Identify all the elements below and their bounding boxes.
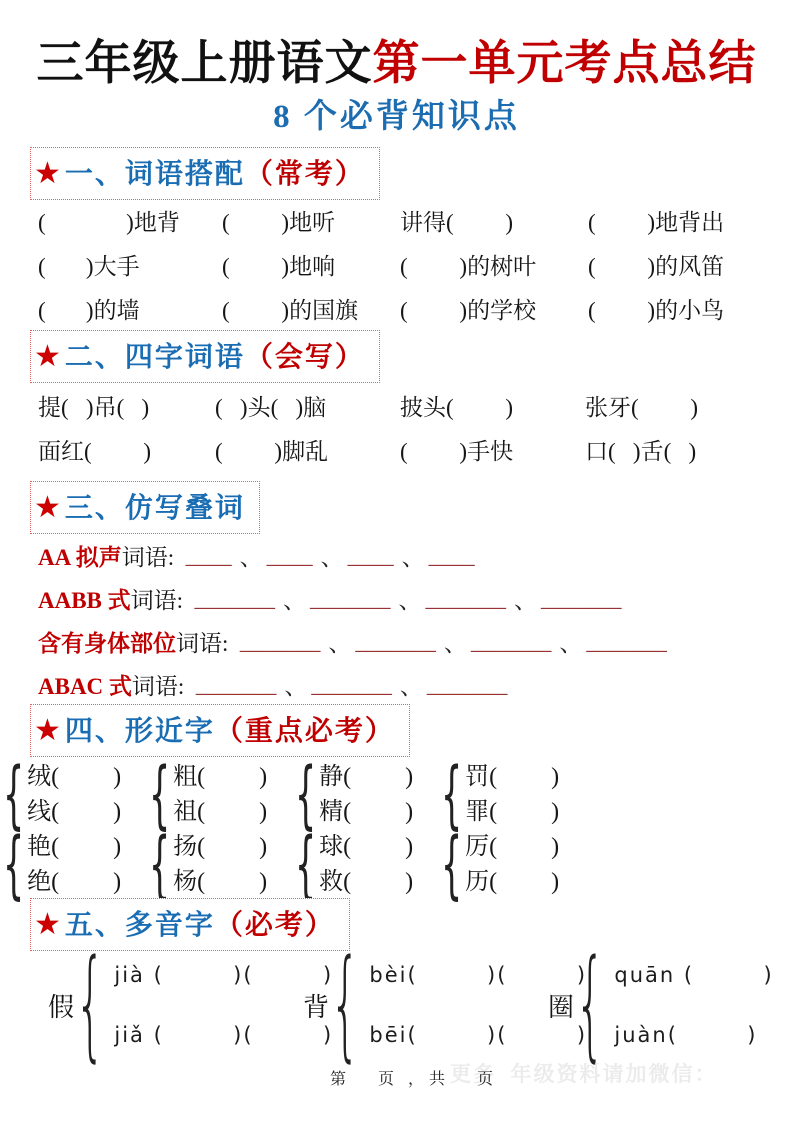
brace-icon (574, 950, 614, 1060)
pinyin-top: bèi( )( ) (369, 963, 588, 987)
section3-header (30, 481, 260, 534)
polyphone-char: 假 (48, 992, 75, 1022)
pinyin-top: quān ( ) (614, 963, 774, 987)
pinyin-bottom: juàn( ) (614, 1023, 758, 1047)
section1-rows (38, 198, 778, 330)
separator: 、 (399, 674, 423, 699)
pair-top: 厉( ) (465, 834, 560, 860)
pair-bottom: 精( ) (319, 799, 414, 825)
section2-heading: 二、四字词语 (64, 342, 245, 373)
section2-rows (38, 383, 778, 471)
fill-blank-row (38, 198, 778, 242)
separator: 、 (398, 588, 422, 613)
brace-icon (298, 828, 319, 902)
separator: 、 (283, 588, 307, 613)
blank-item: ( )的国旗 (222, 297, 359, 323)
confusable-pair (6, 758, 152, 832)
fill-blank-row (38, 383, 778, 427)
pinyin-bottom: bēi( )( ) (369, 1023, 588, 1047)
answer-blank: _______ (426, 671, 508, 697)
polyphone-group (303, 950, 587, 1060)
section4-tag: （重点必考） (214, 716, 395, 747)
confusable-pair (444, 758, 590, 832)
brace-icon (298, 758, 319, 832)
confusable-pair (444, 828, 590, 902)
answer-blank: _______ (194, 585, 276, 611)
pattern-label: AA 拟声 (38, 545, 122, 570)
section1-tag: （常考） (244, 159, 365, 190)
star-icon: ★ (34, 713, 63, 748)
confusable-pair (298, 758, 444, 832)
confusable-pair (6, 828, 152, 902)
blank-item: ( )的墙 (38, 297, 140, 323)
fill-blank-row (38, 286, 778, 330)
brace-icon (152, 758, 173, 832)
answer-blank: _______ (311, 671, 392, 697)
reduplication-line: 含有身体部位 词语: _______ 、 _______ 、 _______ 、 _______ (38, 620, 778, 663)
brace-icon (6, 758, 27, 832)
separator: 、 (559, 631, 583, 656)
reduplication-line: AABB 式 词语: _______ 、 _______ 、 _______ 、 _______ (38, 577, 778, 620)
brace-icon (6, 828, 27, 902)
section2-header (30, 330, 380, 383)
section4-header (30, 704, 410, 757)
blank-item: ( )头( )脑 (215, 394, 327, 420)
section1-heading: 一、词语搭配 (64, 159, 245, 190)
section1-header (30, 147, 380, 200)
blank-item: ( )手快 (400, 438, 514, 464)
blank-item: ( )地背出 (588, 209, 725, 235)
blank-item: ( )的风笛 (588, 253, 725, 279)
confusable-pair (152, 828, 298, 902)
blank-item: ( )地听 (222, 209, 336, 235)
section4-row1 (6, 758, 590, 832)
answer-blank: _______ (195, 671, 277, 697)
pair-bottom: 祖( ) (173, 799, 268, 825)
pair-top: 绒( ) (27, 764, 122, 790)
section3-heading: 三、仿写叠词 (64, 493, 245, 524)
blank-item: 口( )舌( ) (585, 438, 697, 464)
separator: 、 (328, 631, 352, 656)
reduplication-line: AA 拟声 词语: ____ 、 ____ 、 ____ 、 ____ (38, 534, 778, 577)
section4-row2 (6, 828, 590, 902)
answer-blank: _______ (541, 585, 622, 611)
brace-icon (444, 828, 465, 902)
pair-bottom: 杨( ) (173, 869, 268, 895)
blank-item: ( )地响 (222, 253, 336, 279)
pair-bottom: 线( ) (27, 799, 122, 825)
reduplication-line: ABAC 式 词语: _______ 、 _______ 、 _______ (38, 663, 778, 706)
pinyin-top: jià ( )( ) (114, 963, 334, 987)
pattern-label: ABAC 式 (38, 674, 132, 699)
polyphone-group (48, 950, 333, 1060)
pair-top: 艳( ) (27, 834, 122, 860)
separator: 、 (320, 545, 344, 570)
blank-item: ( )的树叶 (400, 253, 537, 279)
answer-blank: _______ (470, 628, 552, 654)
fill-blank-row (38, 427, 778, 471)
answer-blank: _______ (586, 628, 667, 654)
pair-top: 球( ) (319, 834, 414, 860)
blank-item: 披头( ) (400, 394, 514, 420)
separator: 、 (401, 545, 425, 570)
pair-top: 罚( ) (465, 764, 560, 790)
title-red-part: 第一单元考点总结 (372, 38, 757, 90)
star-icon: ★ (34, 490, 63, 525)
pattern-label: 含有身体部位 (38, 631, 176, 656)
blank-item: 面红( ) (38, 438, 152, 464)
section5-heading: 五、多音字 (64, 910, 215, 941)
pair-bottom: 绝( ) (27, 869, 122, 895)
page-number: 第 页 ，共 页 (330, 1071, 499, 1088)
star-icon: ★ (34, 339, 63, 374)
polyphone-char: 背 (303, 992, 330, 1022)
pinyin-bottom: jiǎ ( )( ) (114, 1023, 334, 1047)
watermark: 更多 年级资料请加微信： (450, 1062, 718, 1086)
blank-item: 张牙( ) (585, 394, 699, 420)
answer-blank: ____ (185, 542, 232, 568)
answer-blank: _______ (425, 585, 507, 611)
answer-blank: _______ (239, 628, 321, 654)
separator: 、 (443, 631, 467, 656)
brace-icon (329, 950, 369, 1060)
answer-blank: ____ (347, 542, 394, 568)
pair-top: 粗( ) (173, 764, 268, 790)
pair-bottom: 救( ) (319, 869, 414, 895)
polyphone-group (548, 950, 774, 1060)
answer-blank: ____ (428, 542, 475, 568)
section4-heading: 四、形近字 (64, 716, 215, 747)
star-icon: ★ (34, 907, 63, 942)
title-black-part: 三年级上册语文 (36, 38, 373, 90)
pair-bottom: 历( ) (465, 869, 560, 895)
star-icon: ★ (34, 156, 63, 191)
separator: 、 (239, 545, 263, 570)
blank-item: ( )的小鸟 (588, 297, 725, 323)
answer-blank: ____ (266, 542, 313, 568)
polyphone-char: 圈 (548, 992, 575, 1022)
confusable-pair (298, 828, 444, 902)
brace-icon (152, 828, 173, 902)
page-title (0, 26, 793, 93)
separator: 、 (284, 674, 308, 699)
answer-blank: _______ (355, 628, 436, 654)
confusable-pair (152, 758, 298, 832)
separator: 、 (514, 588, 538, 613)
blank-item: ( )的学校 (400, 297, 537, 323)
brace-icon (74, 950, 114, 1060)
pair-bottom: 罪( ) (465, 799, 560, 825)
section2-tag: （会写） (244, 342, 365, 373)
blank-item: ( )地背 (38, 209, 180, 235)
section5-tag: （必考） (214, 910, 335, 941)
blank-item: 讲得( ) (400, 209, 514, 235)
pair-top: 静( ) (319, 764, 414, 790)
blank-item: ( )大手 (38, 253, 140, 279)
section3-lines (38, 534, 778, 706)
pattern-label: AABB 式 (38, 588, 131, 613)
page-subtitle: 8 个必背知识点 (273, 99, 520, 135)
fill-blank-row (38, 242, 778, 286)
blank-item: 提( )吊( ) (38, 394, 150, 420)
brace-icon (444, 758, 465, 832)
blank-item: ( )脚乱 (215, 438, 329, 464)
answer-blank: _______ (310, 585, 391, 611)
pair-top: 扬( ) (173, 834, 268, 860)
